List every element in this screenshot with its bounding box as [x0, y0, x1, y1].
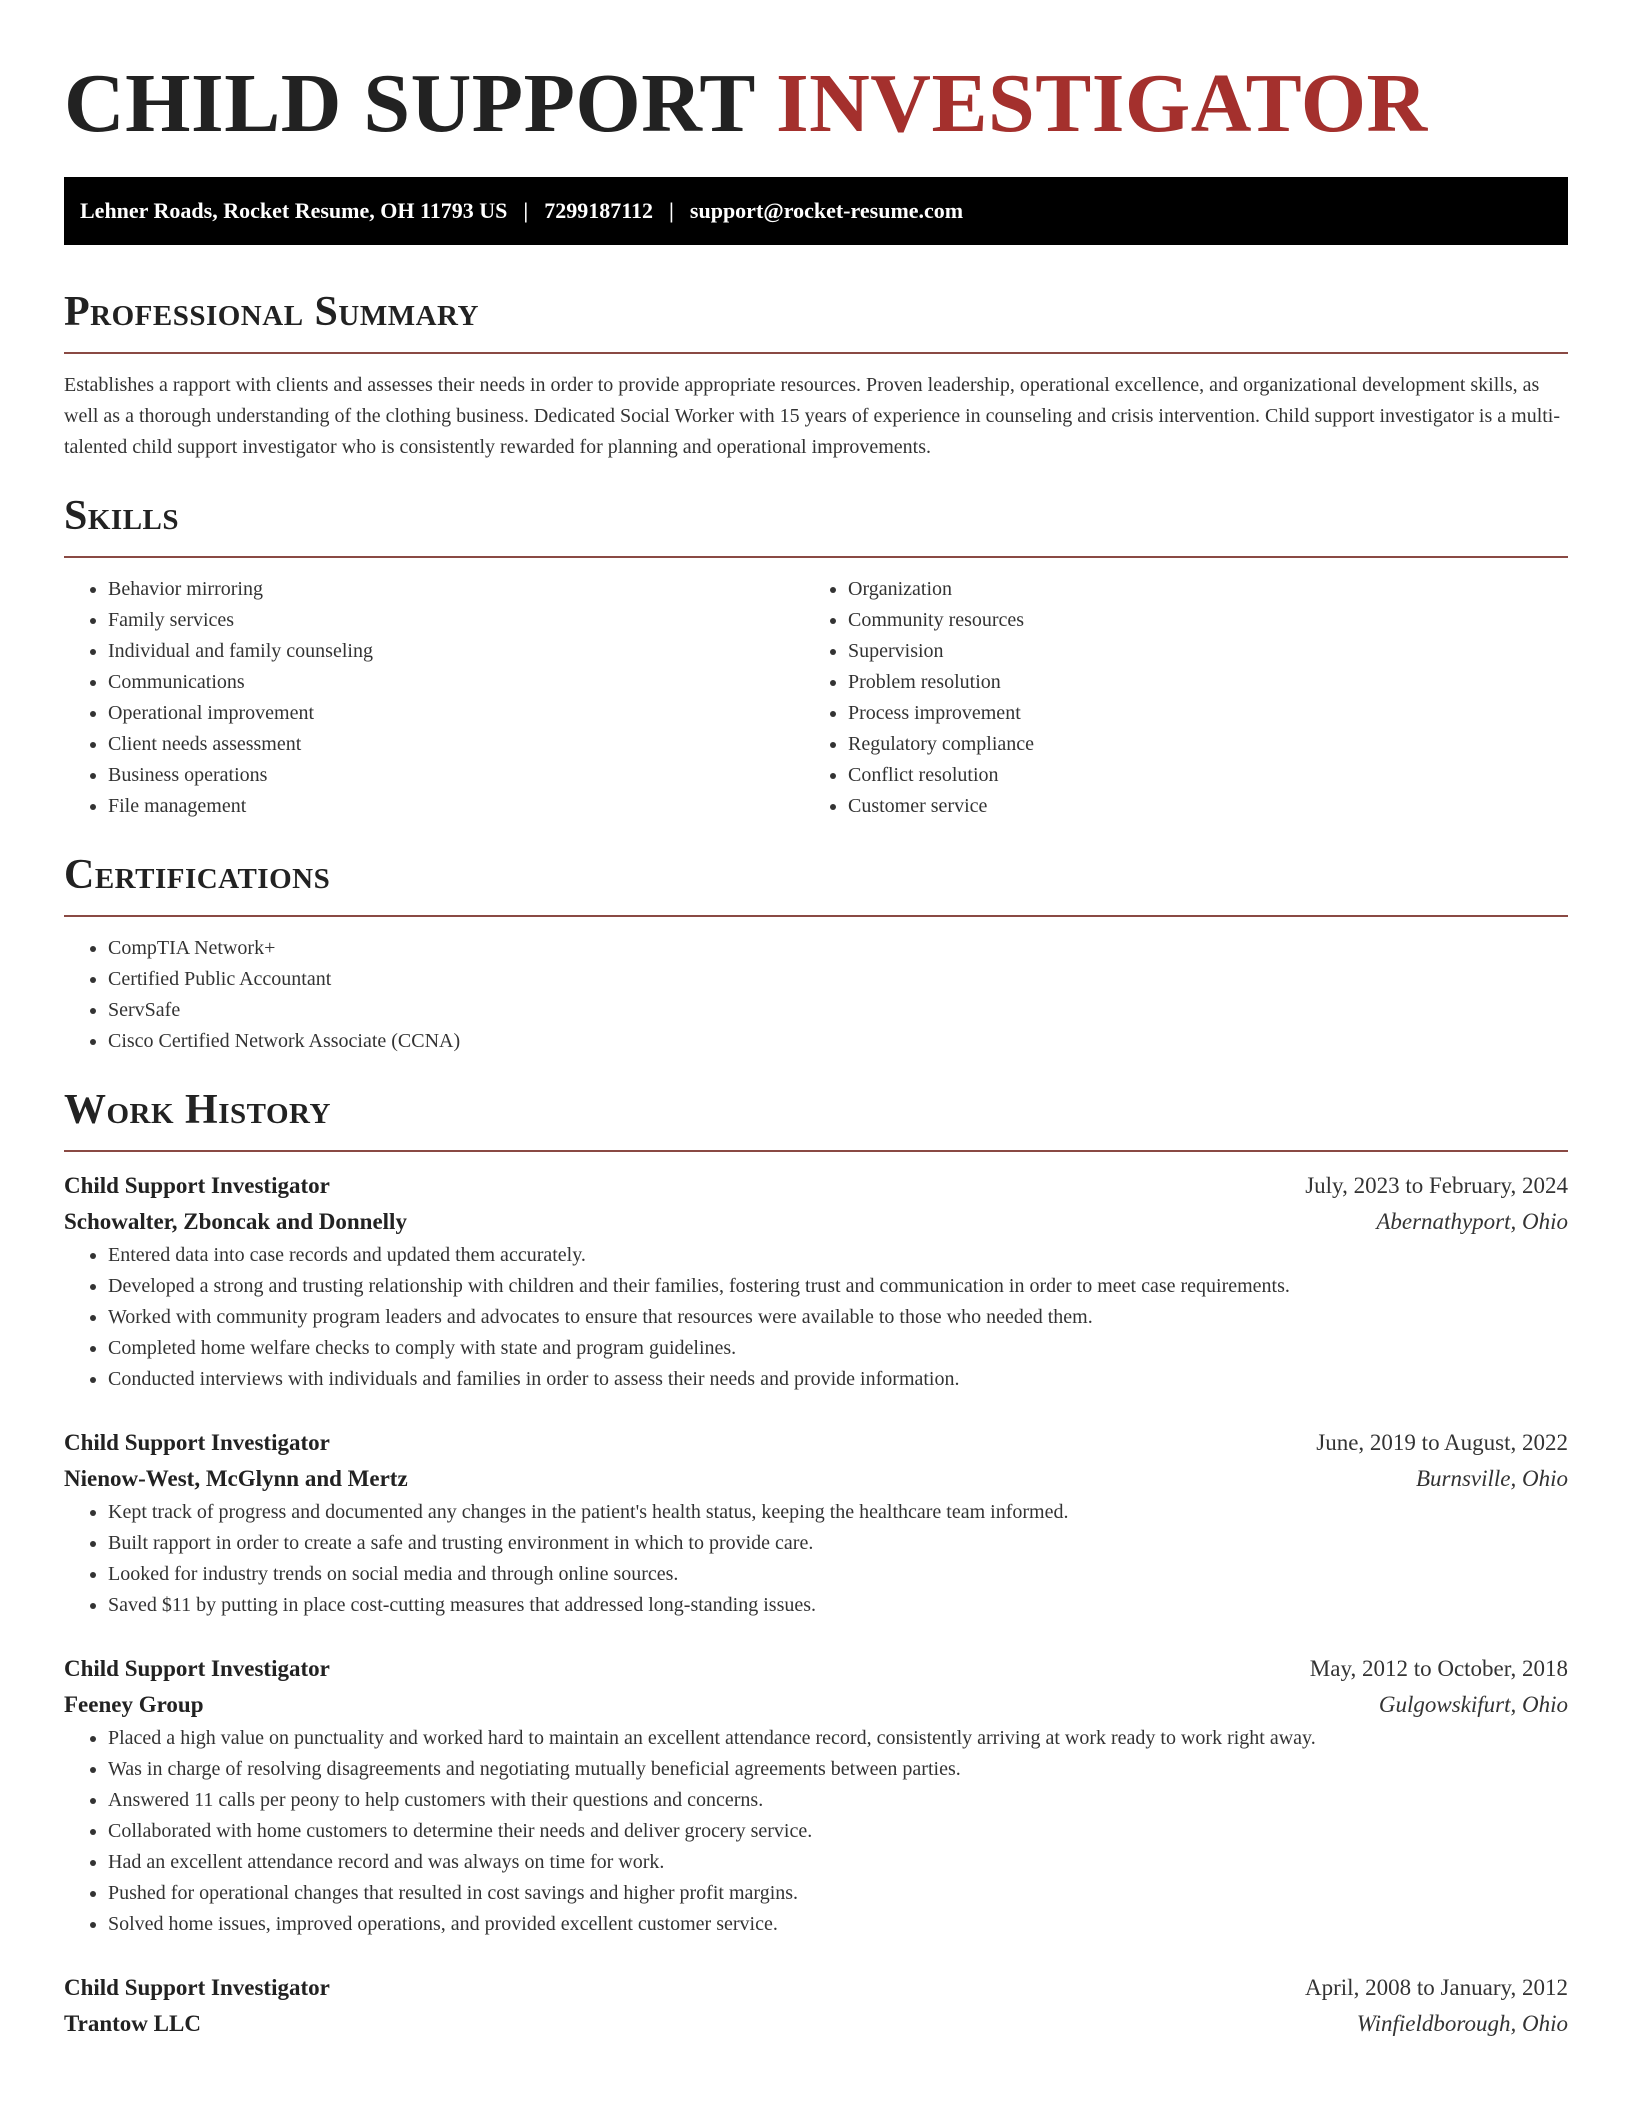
summary-divider — [64, 352, 1568, 354]
job-dates: April, 2008 to January, 2012 — [1305, 1975, 1568, 2000]
skill-item: • Business operations — [108, 760, 804, 791]
job-dates: July, 2023 to February, 2024 — [1305, 1173, 1568, 1198]
job-title: Child Support Investigator — [64, 1656, 330, 1681]
skills-divider — [64, 556, 1568, 558]
job-duty-item: • Worked with community program leaders and advocates to ensure that resources were available to those who needed them. — [108, 1302, 1568, 1333]
name-last: INVESTIGATOR — [775, 57, 1428, 150]
job-dates: June, 2019 to August, 2022 — [1316, 1430, 1568, 1455]
contact-phone: 7299187112 — [544, 198, 654, 223]
job-entry — [64, 1168, 1568, 1395]
job-location: Gulgowskifurt, Ohio — [1378, 1692, 1568, 1717]
skill-item: • Operational improvement — [108, 698, 804, 729]
job-title: Child Support Investigator — [64, 1975, 330, 2000]
job-duty-item: • Placed a high value on punctuality and worked hard to maintain an excellent attendance record, consistently arriving at work ready to work right away. — [108, 1723, 1568, 1754]
certification-item: • Cisco Certified Network Associate (CCNA) — [108, 1026, 1568, 1057]
job-company-row — [64, 1461, 1568, 1497]
job-duty-item: • Built rapport in order to create a safe and trusting environment in which to provide care. — [108, 1528, 1568, 1559]
skills-grid — [64, 574, 1568, 822]
job-duties-list — [64, 1723, 1568, 1940]
skill-item: • Regulatory compliance — [848, 729, 1544, 760]
job-duty-item: • Completed home welfare checks to comply with state and program guidelines. — [108, 1333, 1568, 1364]
resume-page — [64, 0, 1568, 2042]
job-header-row — [64, 1425, 1568, 1461]
job-company: Feeney Group — [64, 1692, 204, 1717]
skills-section — [64, 491, 1568, 822]
certifications-divider — [64, 915, 1568, 917]
skill-item: • File management — [108, 791, 804, 822]
job-duties-list — [64, 1240, 1568, 1395]
contact-separator: | — [669, 198, 674, 223]
name-first: CHILD SUPPORT — [64, 57, 755, 150]
job-location: Burnsville, Ohio — [1415, 1466, 1568, 1491]
job-header-row — [64, 1651, 1568, 1687]
job-company-row — [64, 1204, 1568, 1240]
work-history-section — [64, 1085, 1568, 2042]
job-location: Winfieldborough, Ohio — [1356, 2011, 1568, 2036]
job-duty-item: • Entered data into case records and updated them accurately. — [108, 1240, 1568, 1271]
job-duty-item: • Answered 11 calls per peony to help customers with their questions and concerns. — [108, 1785, 1568, 1816]
skill-item: • Supervision — [848, 636, 1544, 667]
skill-item: • Client needs assessment — [108, 729, 804, 760]
certification-item: • CompTIA Network+ — [108, 933, 1568, 964]
job-company: Schowalter, Zboncak and Donnelly — [64, 1209, 407, 1234]
summary-text: Establishes a rapport with clients and assesses their needs in order to provide appropriate resources. Proven leadership, operational excellence, and organizational development skills, as well as a thorough understanding of the clothing business. Dedicated Social Worker with 15 years of experience in counseling and crisis intervention. Child support investigator is a multi-talented child support investigator who is consistently rewarded for planning and operational improvements. — [64, 374, 1561, 458]
work-history-divider — [64, 1150, 1568, 1152]
job-duty-item: • Developed a strong and trusting relationship with children and their families, fostering trust and communication in order to meet case requirements. — [108, 1271, 1568, 1302]
job-company: Nienow-West, McGlynn and Mertz — [64, 1466, 408, 1491]
certifications-heading: Certifications — [64, 852, 331, 898]
skill-item: • Conflict resolution — [848, 760, 1544, 791]
job-duty-item: • Had an excellent attendance record and was always on time for work. — [108, 1847, 1568, 1878]
skill-item: • Communications — [108, 667, 804, 698]
resume-name — [64, 56, 1568, 152]
job-company: Trantow LLC — [64, 2011, 201, 2036]
job-duty-item: • Solved home issues, improved operations, and provided excellent customer service. — [108, 1909, 1568, 1940]
contact-address: Lehner Roads, Rocket Resume, OH 11793 US — [80, 198, 508, 223]
job-duties-list — [64, 1497, 1568, 1621]
skill-item: • Problem resolution — [848, 667, 1544, 698]
job-title: Child Support Investigator — [64, 1173, 330, 1198]
job-dates: May, 2012 to October, 2018 — [1309, 1656, 1568, 1681]
job-duty-item: • Looked for industry trends on social media and through online sources. — [108, 1559, 1568, 1590]
skill-item: • Behavior mirroring — [108, 574, 804, 605]
job-entry — [64, 1425, 1568, 1621]
job-company-row — [64, 1687, 1568, 1723]
skills-column-right — [804, 574, 1544, 822]
job-duty-item: • Conducted interviews with individuals and families in order to assess their needs and provide information. — [108, 1364, 1568, 1395]
skill-item: • Process improvement — [848, 698, 1544, 729]
contact-email: support@rocket-resume.com — [689, 198, 964, 223]
summary-heading: Professional Summary — [64, 289, 479, 335]
job-company-row — [64, 2006, 1568, 2042]
contact-bar — [64, 177, 1568, 245]
skills-list-left — [64, 574, 804, 822]
certification-item: • Certified Public Accountant — [108, 964, 1568, 995]
job-duty-item: • Pushed for operational changes that resulted in cost savings and higher profit margins. — [108, 1878, 1568, 1909]
job-header-row — [64, 1168, 1568, 1204]
job-header-row — [64, 1970, 1568, 2006]
skill-item: • Individual and family counseling — [108, 636, 804, 667]
job-duty-item: • Saved $11 by putting in place cost-cutting measures that addressed long-standing issues. — [108, 1590, 1568, 1621]
summary-section — [64, 287, 1568, 463]
skill-item: • Family services — [108, 605, 804, 636]
contact-separator: | — [523, 198, 529, 223]
certifications-list — [64, 933, 1568, 1057]
job-entry — [64, 1651, 1568, 1940]
job-title: Child Support Investigator — [64, 1430, 330, 1455]
skills-list-right — [804, 574, 1544, 822]
skill-item: • Customer service — [848, 791, 1544, 822]
skills-column-left — [64, 574, 804, 822]
work-history-heading: Work History — [64, 1087, 331, 1133]
skill-item: • Community resources — [848, 605, 1544, 636]
job-duty-item: • Was in charge of resolving disagreements and negotiating mutually beneficial agreements between parties. — [108, 1754, 1568, 1785]
job-entry — [64, 1970, 1568, 2042]
skills-heading: Skills — [64, 493, 180, 539]
job-duty-item: • Kept track of progress and documented any changes in the patient's health status, keeping the healthcare team informed. — [108, 1497, 1568, 1528]
certifications-section — [64, 850, 1568, 1057]
skill-item: • Organization — [848, 574, 1544, 605]
job-location: Abernathyport, Ohio — [1376, 1209, 1568, 1234]
certification-item: • ServSafe — [108, 995, 1568, 1026]
job-duty-item: • Collaborated with home customers to determine their needs and deliver grocery service. — [108, 1816, 1568, 1847]
